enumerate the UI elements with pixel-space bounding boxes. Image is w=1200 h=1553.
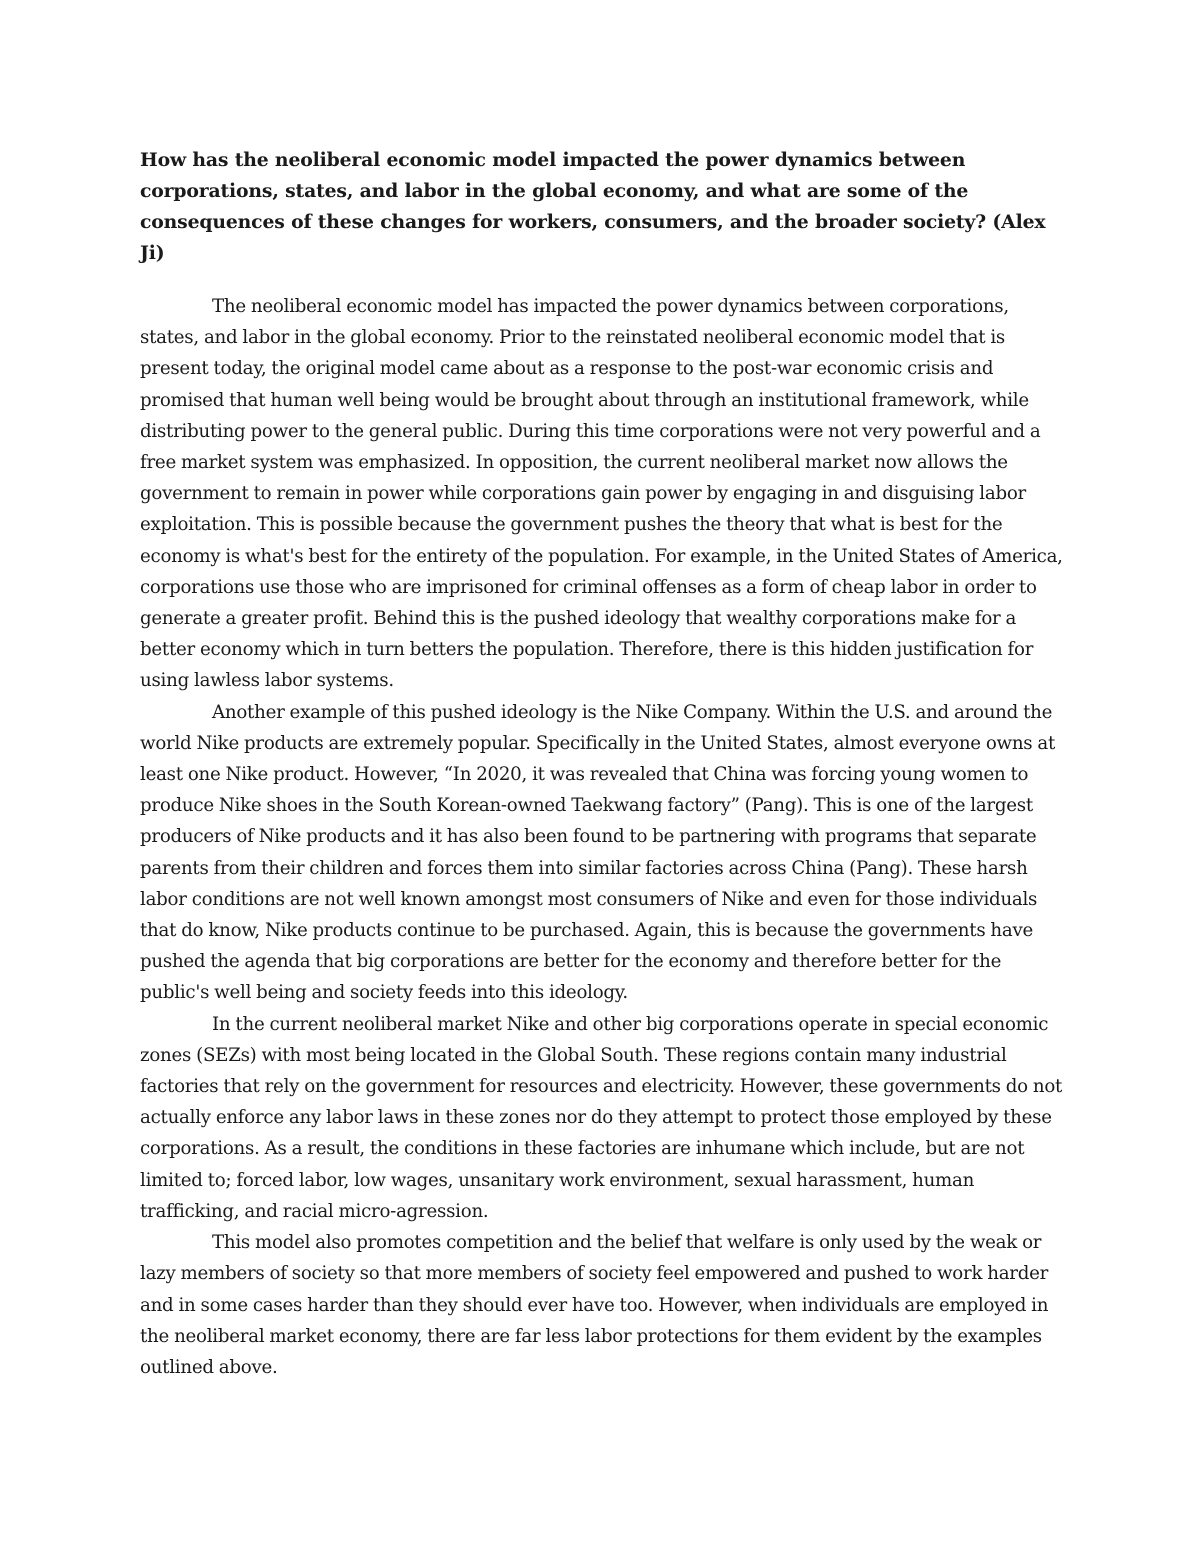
paragraph-4: This model also promotes competition and the belief that welfare is only used by the weak or lazy members of society so that more members of society feel empowered and pushed to work harder and in some cases harder than they should ever have too. However, when individuals are employed in the neoliberal market economy, there are far less labor protections for them evident by the examples outlined above. — [140, 1232, 1049, 1378]
paragraph-1: The neoliberal economic model has impacted the power dynamics between corporations, states, and labor in the global economy. Prior to the reinstated neoliberal economic model that is present today, the original model came about as a response to the post-war economic crisis and promised that human well being would be brought about through an institutional framework, while distributing power to the general public. During this time corporations were not very powerful and a free market system was emphasized. In opposition, the current neoliberal market now allows the government to remain in power while corporations gain power by engaging in and disguising labor exploitation. This is possible because the government pushes the theory that what is best for the economy is what's best for the entirety of the population. For example, in the United States of America, corporations use those who are imprisoned for criminal offenses as a form of cheap labor in order to generate a greater profit. Behind this is the pushed ideology that wealthy corporations make for a better economy which in turn betters the population. Therefore, there is this hidden justification for using lawless labor systems. — [140, 296, 1063, 692]
paragraph-3: In the current neoliberal market Nike and other big corporations operate in special economic zones (SEZs) with most being located in the Global South. These regions contain many industrial factories that rely on the government for resources and electricity. However, these governments do not actually enforce any labor laws in these zones nor do they attempt to protect those employed by these corporations. As a result, the conditions in these factories are inhumane which include, but are not limited to; forced labor, low wages, unsanitary work environment, sexual harassment, human trafficking, and racial micro-agression. — [140, 1013, 1063, 1222]
document-body — [140, 145, 1065, 1383]
essay-question-title: How has the neoliberal economic model impacted the power dynamics between corporations, states, and labor in the global economy, and what are some of the consequences of these changes for workers, consumers, and the broader society? (Alex Ji) — [140, 149, 1046, 264]
paragraph-2: Another example of this pushed ideology is the Nike Company. Within the U.S. and around the world Nike products are extremely popular. Specifically in the United States, almost everyone owns at least one Nike product. However, “In 2020, it was revealed that China was forcing young women to produce Nike shoes in the South Korean-owned Taekwang factory” (Pang). This is one of the largest producers of Nike products and it has also been found to be partnering with programs that separate parents from their children and forces them into similar factories across China (Pang). These harsh labor conditions are not well known amongst most consumers of Nike and even for those individuals that do know, Nike products continue to be purchased. Again, this is because the governments have pushed the agenda that big corporations are better for the economy and therefore better for the public's well being and society feeds into this ideology. — [140, 701, 1056, 1004]
